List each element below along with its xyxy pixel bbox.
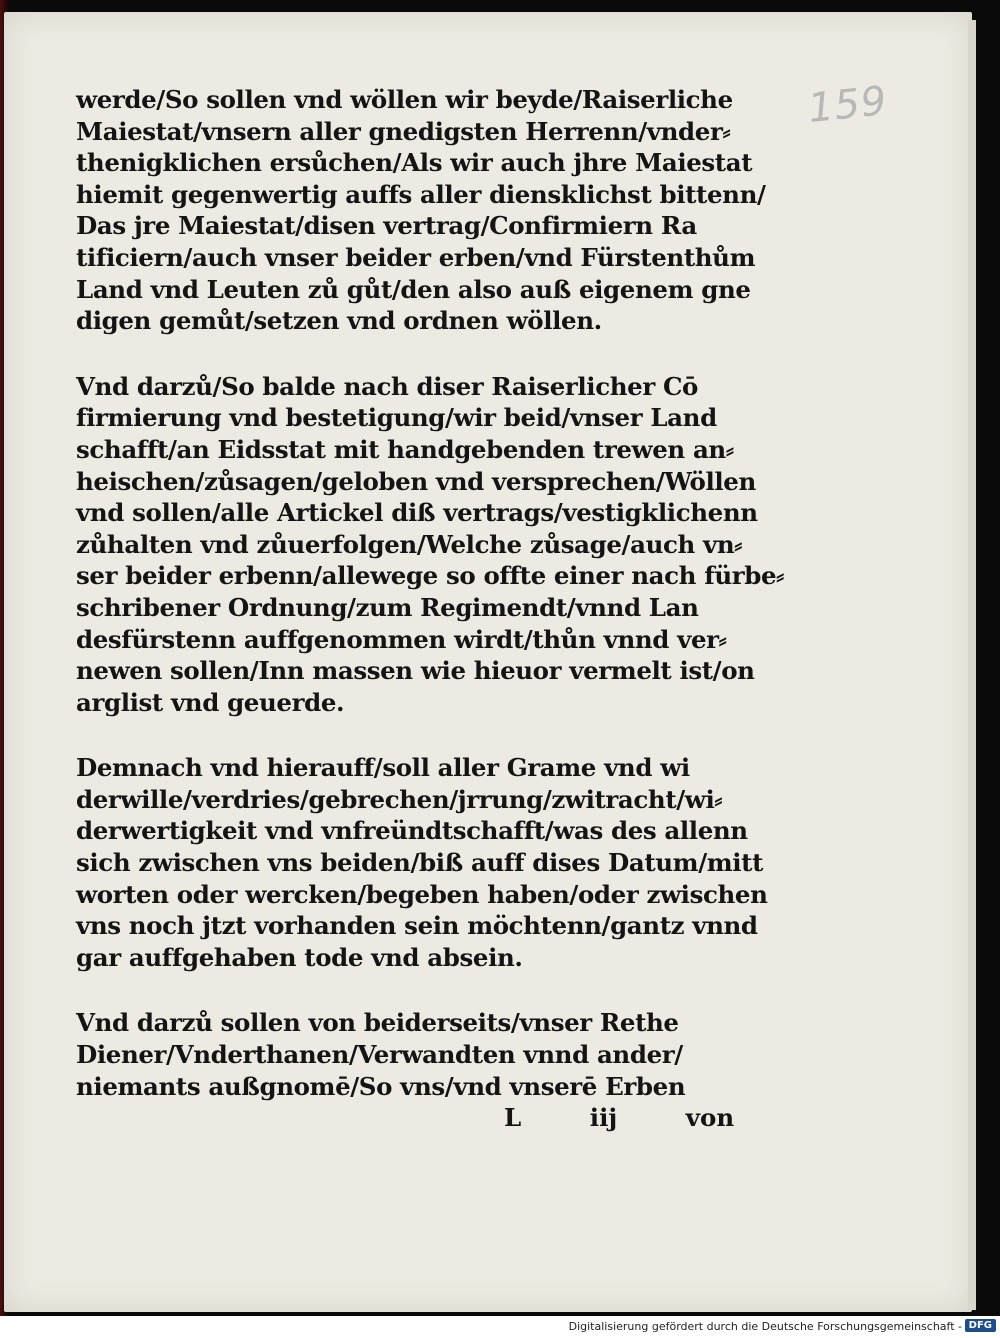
text-line: vns noch jtzt vorhanden sein möchtenn/gantz vnnd [76,911,758,941]
text-line: schribener Ordnung/zum Regimendt/vnnd Lan [76,592,699,622]
signature-catchword-line [76,1102,735,1134]
text-line: Diener/Vnderthanen/Verwandten vnnd ander/ [76,1040,683,1070]
text-line: niemants außgnomē/So vns/vnd vnserē Erben [76,1071,686,1101]
text-line: heischen/zůsagen/geloben vnd versprechen/Wöllen [76,466,756,496]
text-line: digen gemůt/setzen vnd ordnen wöllen. [76,306,602,336]
dfg-logo: DFG [965,1319,996,1332]
page-edge [968,20,976,1310]
folio-number: 159 [805,77,890,133]
paragraph-2 [76,371,784,719]
text-line: worten oder wercken/begeben haben/oder zwischen [76,879,768,909]
text-line: Maiestat/vnsern aller gnedigsten Herrenn/vnder⸗ [76,116,731,146]
paragraph-1 [76,84,766,337]
paragraph-4 [76,1007,716,1102]
text-line: hiemit gegenwertig auffs aller diensklichst bittenn/ [76,179,766,209]
text-line: schafft/an Eidsstat mit handgebenden trewen an⸗ [76,434,734,464]
text-line: Das jre Maiestat/disen vertrag/Confirmiern Ra [76,211,697,241]
text-line: arglist vnd geuerde. [76,687,345,717]
text-line: sich zwischen vns beiden/biß auff dises Datum/mitt [76,848,764,878]
text-line: vnd sollen/alle Artickel diß vertrags/vestigklichenn [76,498,758,528]
text-line: gar auffgehaben tode vnd absein. [76,942,523,972]
paragraph-3 [76,752,768,973]
text-line: desfürstenn auffgenommen wirdt/thůn vnnd ver⸗ [76,624,727,654]
text-line: derwertigkeit vnd vnfreündtschafft/was des allenn [76,816,748,846]
text-line: zůhalten vnd zůuerfolgen/Welche zůsage/auch vn⸗ [76,529,743,559]
text-line: ser beider erbenn/allewege so offte einer nach fürbe⸗ [76,561,784,591]
text-line: werde/So sollen vnd wöllen wir beyde/Raiserliche [76,85,733,114]
text-line: Vnd darzů sollen von beiderseits/vnser Rethe [76,1008,679,1038]
text-line: Demnach vnd hierauff/soll aller Grame vnd wi [76,753,690,783]
text-line: Land vnd Leuten zů gůt/den also auß eigenem gne [76,274,751,304]
dfg-credit-text: Digitalisierung gefördert durch die Deutsche Forschungsgemeinschaft - [568,1320,962,1333]
page-text [76,84,784,1134]
catchword: von [685,1103,735,1133]
text-line: newen sollen/Inn massen wie hieuor vermelt ist/on [76,656,755,686]
signature-mark: L iij [504,1103,618,1133]
text-line: Vnd darzů/So balde nach diser Raiserlicher Cō [76,371,699,401]
text-line: thenigklichen ersůchen/Als wir auch jhre Maiestat [76,148,753,178]
text-line: firmierung vnd bestetigung/wir beid/vnser Land [76,403,717,433]
text-line: tificiern/auch vnser beider erben/vnd Fürstenthům [76,242,756,272]
footer-bar [0,1316,1000,1338]
text-line: derwille/verdries/gebrechen/jrrung/zwitracht/wi⸗ [76,784,723,814]
